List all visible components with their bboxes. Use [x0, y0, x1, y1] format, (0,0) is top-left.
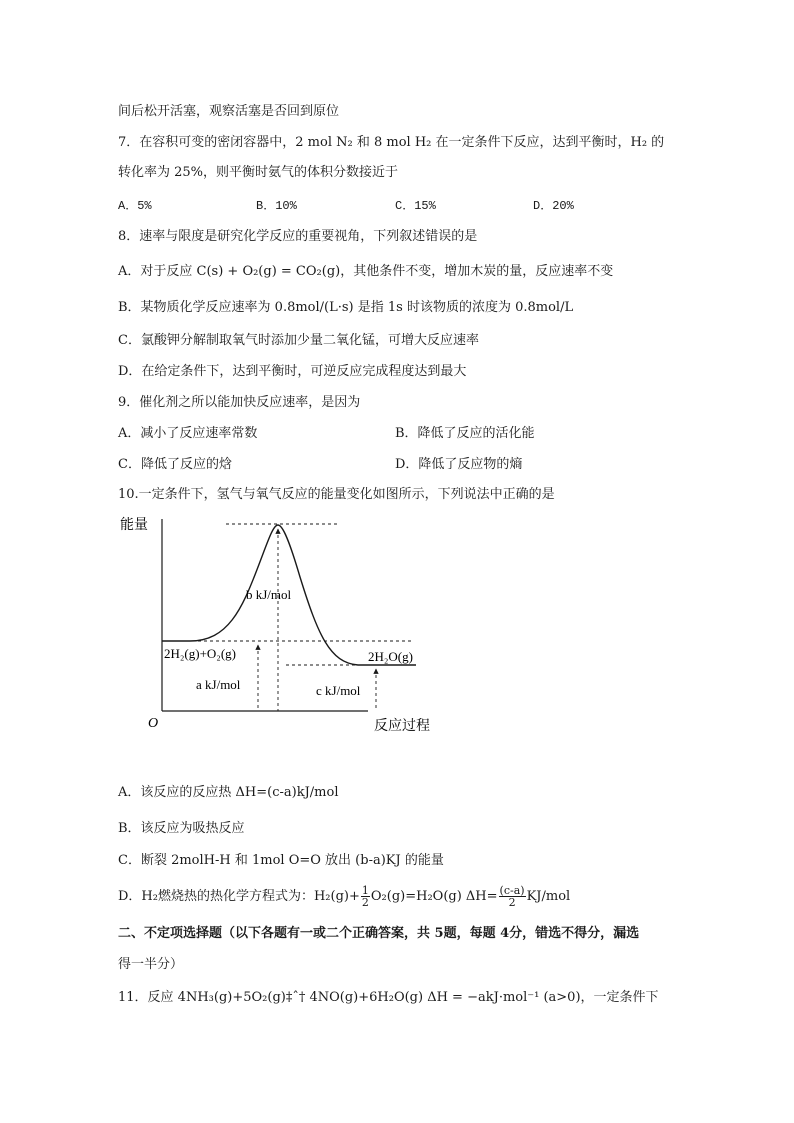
section-2-heading: 二、不定项选择题（以下各题有一或二个正确答案，共 5题，每题 4分，错选不得分，漏选	[118, 926, 640, 941]
fraction-half	[361, 885, 370, 908]
question-9-stem: 9．催化剂之所以能加快反应速率，是因为	[118, 395, 361, 410]
q7-option-b: B．10%	[256, 199, 297, 213]
q8-option-c: C．氯酸钾分解制取氧气时添加少量二氧化锰，可增大反应速率	[118, 333, 479, 348]
q10d-post: KJ/mol	[526, 889, 571, 904]
q7-option-a: A．5%	[118, 199, 152, 213]
frac-num: 1	[361, 884, 369, 897]
q9-option-d: D．降低了反应物的熵	[395, 457, 523, 472]
q9-option-c: C．降低了反应的焓	[118, 457, 232, 472]
q10-option-d	[118, 884, 570, 910]
text-line: 间后松开活塞，观察活塞是否回到原位	[118, 104, 340, 119]
q10d-mid: O₂(g)=H₂O(g) ΔH=	[370, 889, 498, 904]
q10-option-a: A．该反应的反应热 ΔH=(c-a)kJ/mol	[118, 785, 339, 800]
q10-option-b: B．该反应为吸热反应	[118, 821, 245, 836]
y-axis-label: 能量	[120, 517, 148, 533]
q9-option-b: B．降低了反应的活化能	[395, 426, 535, 441]
q7-option-d: D．20%	[533, 199, 574, 213]
x-axis-label: 反应过程	[374, 718, 430, 734]
question-11-stem: 11．反应 4NH₃(g)+5O₂(g)‡ˆ† 4NO(g)+6H₂O(g) ΔH = −akJ·mol⁻¹ (a>0)，一定条件下	[118, 990, 659, 1005]
origin-label: O	[148, 716, 159, 731]
frac-den: 2	[508, 896, 516, 909]
question-7-stem: 7．在容积可变的密闭容器中，2 mol N₂ 和 8 mol H₂ 在一定条件下反应，达到平衡时，H₂ 的	[118, 135, 665, 150]
product-label: 2H₂O(g)	[368, 649, 413, 664]
q10-option-c: C．断裂 2molH-H 和 1mol O=O 放出 (b-a)KJ 的能量	[118, 853, 444, 868]
q7-option-c: C．15%	[395, 199, 436, 213]
question-8-stem: 8．速率与限度是研究化学反应的重要视角，下列叙述错误的是	[118, 229, 478, 244]
reactants-label: 2H₂(g)+O₂(g)	[164, 646, 236, 661]
q10d-pre: D．H₂燃烧热的热化学方程式为：H₂(g)+	[118, 889, 360, 904]
energy-diagram	[118, 505, 458, 745]
question-7-stem-cont: 转化率为 25%，则平衡时氨气的体积分数接近于	[118, 165, 399, 180]
q8-option-d: D．在给定条件下，达到平衡时，可逆反应完成程度达到最大	[118, 364, 467, 379]
section-2-heading-cont: 得一半分）	[118, 957, 184, 972]
question-10-stem: 10.一定条件下，氢气与氧气反应的能量变化如图所示，下列说法中正确的是	[118, 487, 555, 502]
frac-den: 2	[361, 896, 369, 909]
q8-option-a: A．对于反应 C(s) + O₂(g) = CO₂(g)，其他条件不变，增加木炭的量，反应速率不变	[118, 264, 614, 279]
q9-option-a: A．减小了反应速率常数	[118, 426, 258, 441]
frac-num: (c-a)	[499, 884, 525, 897]
label-a: a kJ/mol	[196, 677, 241, 692]
label-b: b kJ/mol	[246, 587, 292, 602]
fraction-dh	[499, 885, 526, 908]
label-c: c kJ/mol	[316, 683, 361, 698]
q8-option-b: B．某物质化学反应速率为 0.8mol/(L·s) 是指 1s 时该物质的浓度为 0.8mol/L	[118, 300, 574, 315]
